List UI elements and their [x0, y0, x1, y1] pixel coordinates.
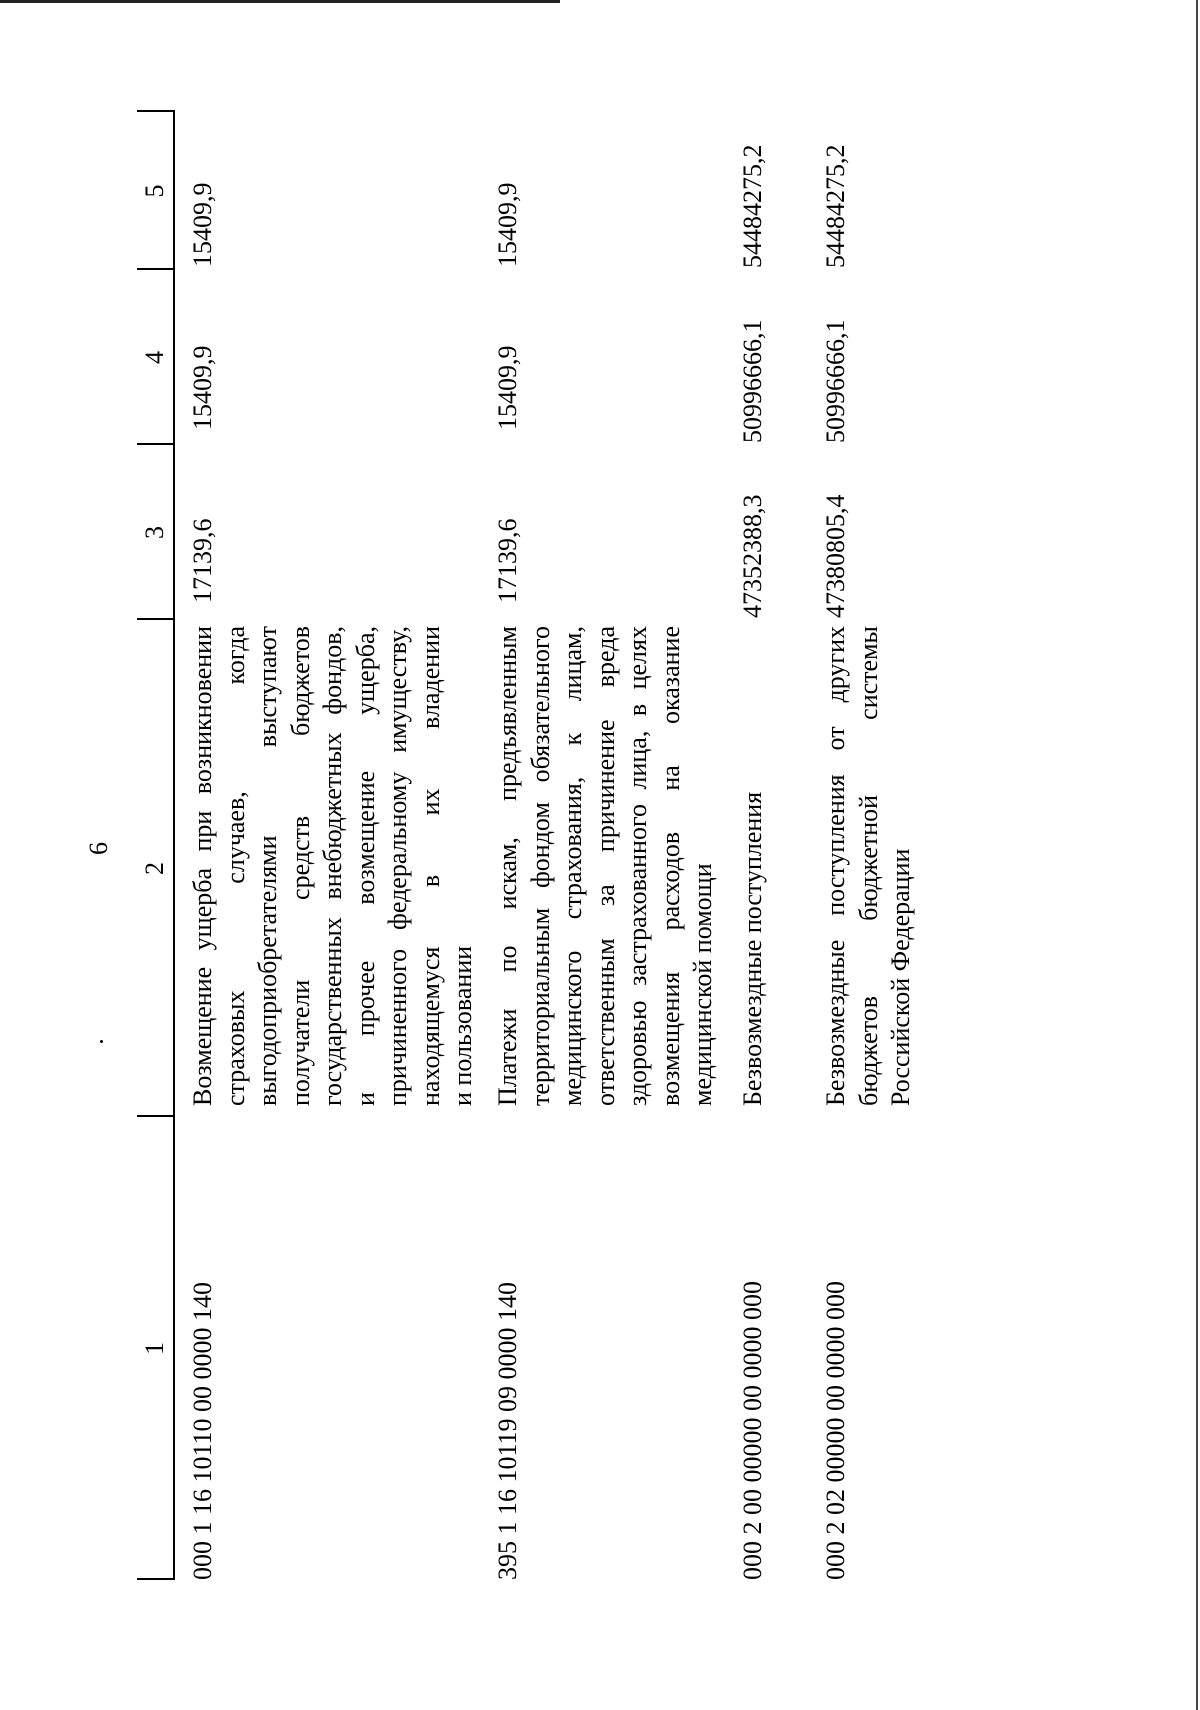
- header-col-2: 2: [140, 862, 169, 875]
- header-col-3: 3: [140, 526, 169, 539]
- row-value-col4: 50996666,1: [821, 319, 850, 443]
- row-code: 000 1 16 10110 00 0000 140: [188, 1281, 217, 1580]
- scan-speck: [100, 1040, 103, 1043]
- row-code: 395 1 16 10119 09 0000 140: [493, 1281, 522, 1580]
- budget-table: [137, 110, 1182, 1580]
- header-col-1: 1: [140, 1342, 169, 1355]
- row-code: 000 2 02 00000 00 0000 000: [821, 1281, 850, 1580]
- row-value-col5: 15409,9: [188, 182, 217, 267]
- row-value-col3: 17139,6: [493, 518, 522, 603]
- header-underline: [173, 110, 175, 1580]
- page-number: 6: [84, 842, 113, 855]
- row-description: Платежи по искам, предъявленным территориальным фондом обязательного медицинского страхования, к лицам, ответственным за причинение вреда здоровью застрахованного лица, в целях возмещения расходов на оказание медицинской помощи: [493, 626, 717, 1106]
- row-value-col5: 54484275,2: [738, 144, 767, 268]
- header-col-4: 4: [140, 351, 169, 364]
- row-value-col4: 15409,9: [188, 345, 217, 430]
- row-value-col3: 47380805,4: [821, 494, 850, 618]
- scan-edge-top: [0, 0, 560, 3]
- row-value-col5: 54484275,2: [821, 144, 850, 268]
- scan-edge-right: [1196, 0, 1198, 1710]
- row-value-col3: 47352388,3: [738, 494, 767, 618]
- row-value-col4: 15409,9: [493, 345, 522, 430]
- row-value-col3: 17139,6: [188, 518, 217, 603]
- header-col-5: 5: [140, 184, 169, 198]
- row-description: Безвозмездные поступления от других бюджетов бюджетной системы Российской Федерации: [821, 626, 915, 1106]
- row-description: Безвозмездные поступления: [738, 791, 767, 1106]
- row-description: Возмещение ущерба при возникновении страховых случаев, когда выгодоприобретателями выступают получатели средств бюджетов государственных внебюджетных фондов, и прочее возмещение ущерба, причиненного федеральному имуществу, находящемуся в их владении и пользовании: [188, 626, 477, 1106]
- row-value-col5: 15409,9: [493, 182, 522, 267]
- row-code: 000 2 00 00000 00 0000 000: [738, 1281, 767, 1580]
- row-value-col4: 50996666,1: [738, 319, 767, 443]
